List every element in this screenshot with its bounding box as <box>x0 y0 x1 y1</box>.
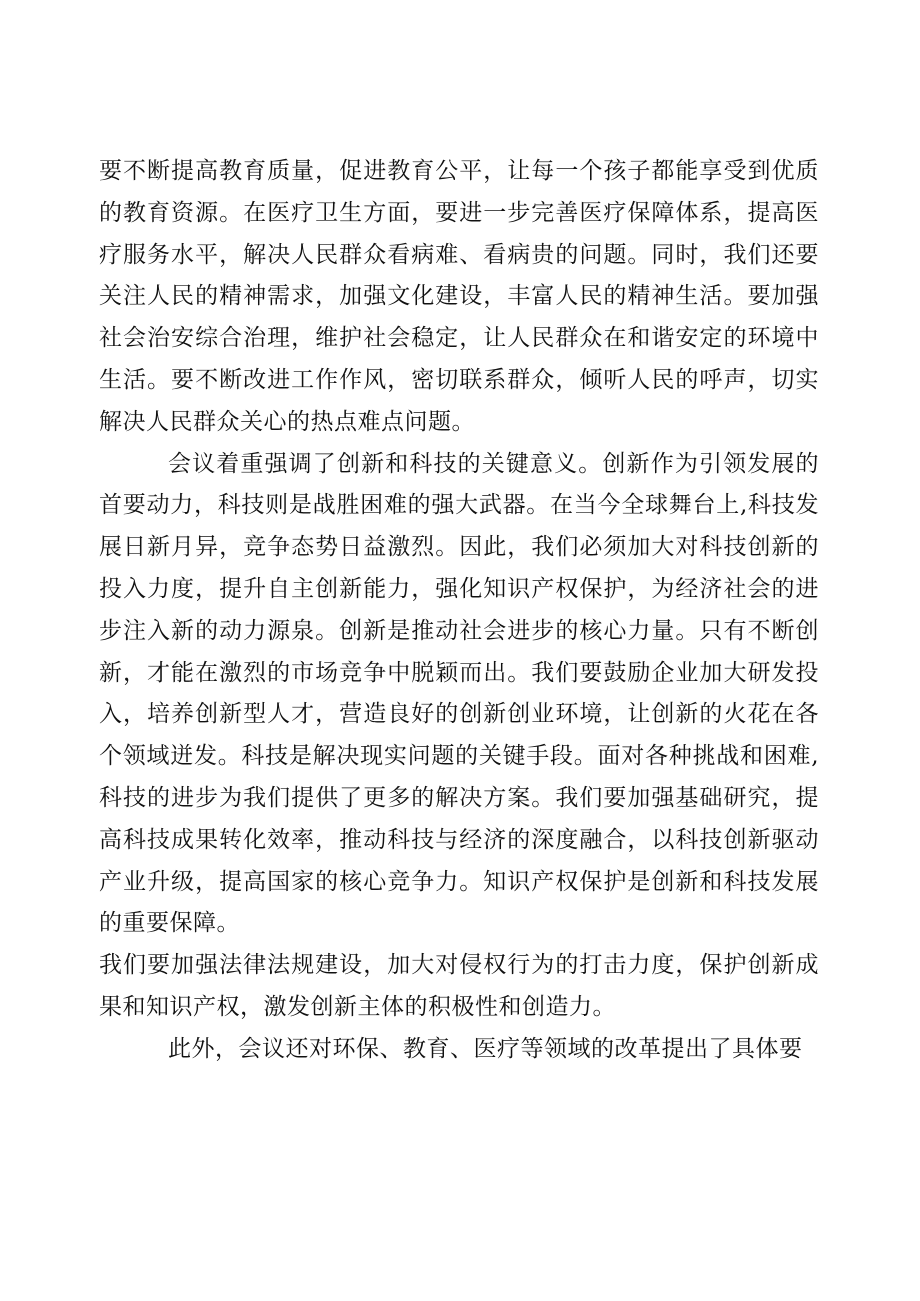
document-body <box>99 151 819 1071</box>
paragraph-2: 会议着重强调了创新和科技的关键意义。创新作为引领发展的首要动力，科技则是战胜困难的强大武器。在当今全球舞台上,科技发展日新月异，竞争态势日益激烈。因此，我们必须加大对科技创新的投入力度，提升自主创新能力，强化知识产权保护，为经济社会的进步注入新的动力源泉。创新是推动社会进步的核心力量。只有不断创新，才能在激烈的市场竞争中脱颖而出。我们要鼓励企业加大研发投入，培养创新型人才，营造良好的创新创业环境，让创新的火花在各个领域迸发。科技是解决现实问题的关键手段。面对各种挑战和困难,科技的进步为我们提供了更多的解决方案。我们要加强基础研究，提高科技成果转化效率，推动科技与经济的深度融合，以科技创新驱动产业升级，提高国家的核心竞争力。知识产权保护是创新和科技发展的重要保障。 <box>99 450 819 937</box>
paragraph-3: 我们要加强法律法规建设，加大对侵权行为的打击力度，保护创新成果和知识产权，激发创新主体的积极性和创造力。 <box>99 952 819 1020</box>
paragraph-1: 要不断提高教育质量，促进教育公平，让每一个孩子都能享受到优质的教育资源。在医疗卫生方面，要进一步完善医疗保障体系，提高医疗服务水平，解决人民群众看病难、看病贵的问题。同时，我们还要关注人民的精神需求，加强文化建设，丰富人民的精神生活。要加强社会治安综合治理，维护社会稳定，让人民群众在和谐安定的环境中生活。要不断改进工作作风，密切联系群众，倾听人民的呼声，切实解决人民群众关心的热点难点问题。 <box>99 158 819 435</box>
paragraph-4: 此外，会议还对环保、教育、医疗等领域的改革提出了具体要 <box>168 1035 803 1062</box>
